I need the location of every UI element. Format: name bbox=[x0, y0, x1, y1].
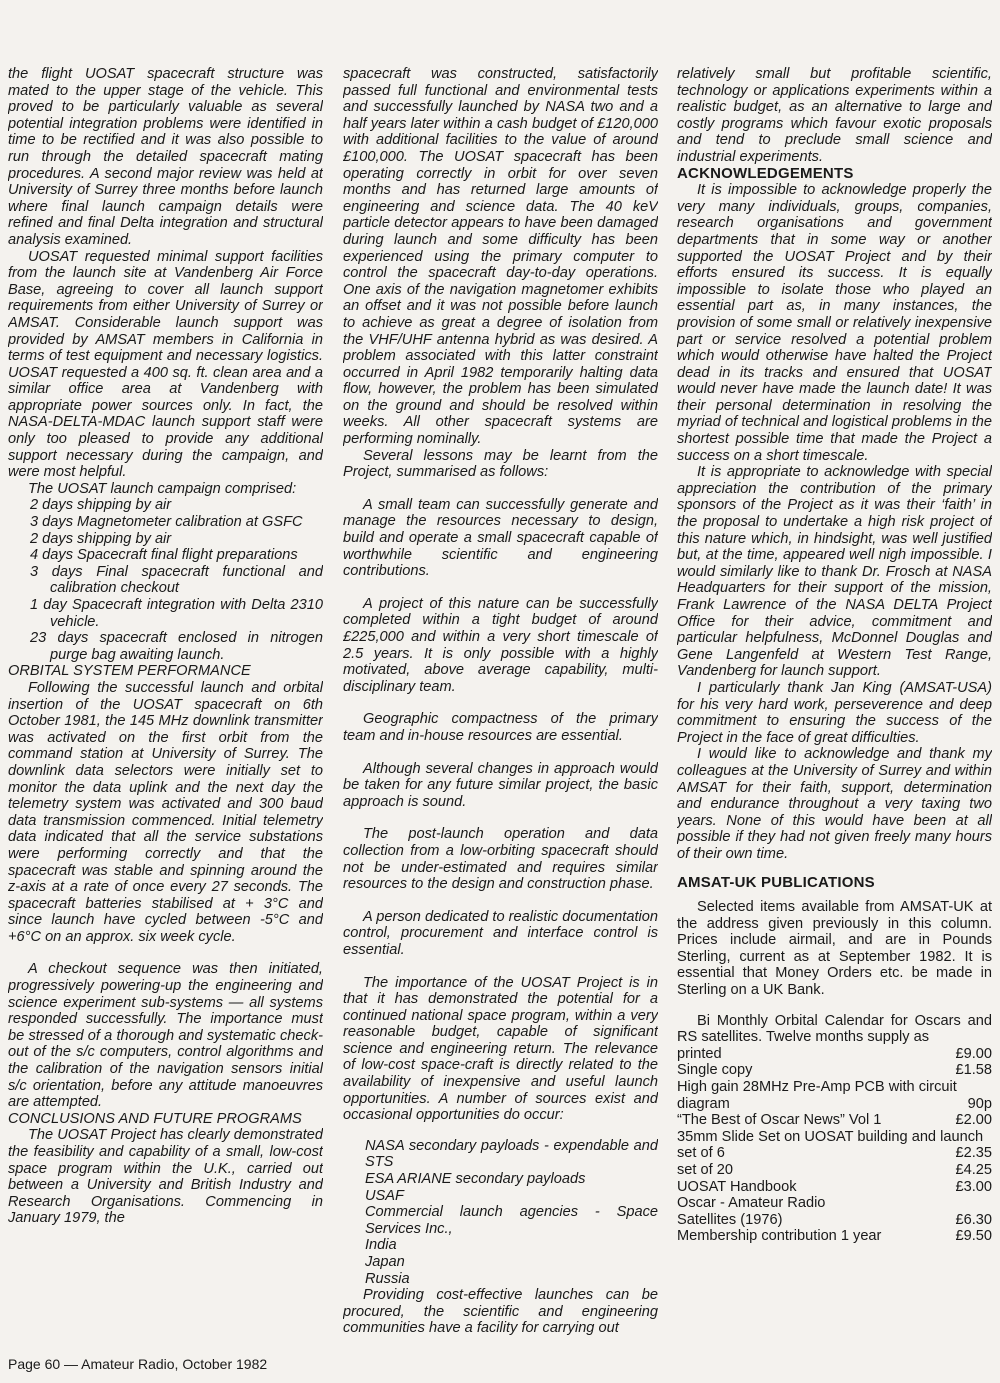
item-price: £6.30 bbox=[955, 1211, 992, 1228]
page-footer: Page 60 — Amateur Radio, October 1982 bbox=[8, 1356, 268, 1372]
paragraph: It is appropriate to acknowledge with special appreciation the contribution of the primary sponsors of the Project as it was their ‘faith’ in the proposal to undertake a high risk project of this nature which, in hindsight, was well justified but, at the time, appeared well nigh impossible. I would similarly like to thank Dr. Frosch at NASA Headquarters for their support of the mission, Frank Lawrence of the NASA DELTA Project Office for their advice, commitment and particular helpfulness, McDonnel Douglas and Gene Langenfeld at Western Test Range, Vandenberg for launch support. bbox=[677, 464, 992, 680]
lesson-item: The post-launch operation and data collection from a low-orbiting spacecraft should not be under-estimated and requires similar resources to the design and construction phase. bbox=[343, 826, 658, 893]
item-name: Membership contribution 1 year bbox=[677, 1228, 882, 1245]
paragraph: the flight UOSAT spacecraft structure was mated to the upper stage of the vehicle. This proved to be particularly valuable as several potential integration problems were identified in time to be rectified and it was also possible to run through the detailed spacecraft mating procedures. A second major review was held at University of Surrey three months before launch where final launch campaign details were refined and final Delta integration and structural analysis examined. bbox=[8, 66, 323, 248]
list-item: NASA secondary payloads - expendable and STS bbox=[365, 1137, 658, 1171]
item-price: 90p bbox=[967, 1095, 992, 1112]
table-row bbox=[677, 1129, 992, 1146]
item-name: set of 20 bbox=[677, 1162, 733, 1178]
item-name: printed bbox=[677, 1045, 722, 1062]
section-heading-orbital: ORBITAL SYSTEM PERFORMANCE bbox=[8, 663, 251, 680]
lesson-item: A person dedicated to realistic documentation control, procurement and interface control is essential. bbox=[343, 908, 658, 958]
section-heading-acknowledgements: ACKNOWLEDGEMENTS bbox=[677, 164, 854, 182]
lesson-item: Geographic compactness of the primary team and in-house resources are essential. bbox=[343, 711, 658, 744]
lesson-item: A small team can successfully generate and manage the resources necessary to design, build and operate a small spacecraft capable of worthwhile scientific and engineering contributions. bbox=[343, 496, 658, 580]
table-row bbox=[677, 1195, 992, 1212]
launch-opportunities-list bbox=[343, 1138, 658, 1287]
list-item: Russia bbox=[365, 1270, 410, 1287]
price-list bbox=[677, 1046, 992, 1245]
list-item: 4 days Spacecraft final flight preparations bbox=[30, 547, 298, 564]
lesson-item: A project of this nature can be successfully completed within a tight budget of around £225,000 and within a very short timescale of 2.5 years. It is only possible with a highly motivated, above average capability, multi-disciplinary team. bbox=[343, 595, 658, 695]
item-name: Satellites (1976) bbox=[677, 1211, 783, 1228]
list-item: 2 days shipping by air bbox=[30, 530, 172, 547]
item-name: High gain 28MHz Pre-Amp PCB with circuit bbox=[677, 1079, 957, 1096]
paragraph: Several lessons may be learnt from the Project, summarised as follows: bbox=[343, 447, 658, 481]
paragraph: relatively small but profitable scientific, technology or applications experiments within a realistic budget, as an alternative to large and costly programs which favour exotic proposals and tend to preclude small science and industrial experiments. bbox=[677, 66, 992, 165]
campaign-list bbox=[8, 497, 323, 663]
table-row bbox=[677, 1162, 992, 1179]
item-name: set of 6 bbox=[677, 1145, 725, 1162]
lesson-item: Although several changes in approach would be taken for any future similar project, the basic approach is sound. bbox=[343, 760, 658, 810]
table-row bbox=[677, 1096, 992, 1113]
list-item: 2 days shipping by air bbox=[30, 497, 172, 514]
section-heading-conclusions: CONCLUSIONS AND FUTURE PROGRAMS bbox=[8, 1110, 302, 1127]
item-name: Oscar - Amateur Radio bbox=[677, 1195, 826, 1212]
item-name: diagram bbox=[677, 1095, 730, 1112]
paragraph: Providing cost-effective launches can be procured, the scientific and engineering communities have a facility for carrying out bbox=[343, 1287, 658, 1337]
item-name: 35mm Slide Set on UOSAT building and launch bbox=[677, 1128, 984, 1145]
paragraph: It is impossible to acknowledge properly the very many individuals, groups, companies, research organisations and government departments that in some way or another supported the UOSAT Project and by their efforts ensured its success. It is equally impossible to isolate those who played an essential part as, in many instances, the provision of some small or relatively inexpensive part or service resolved a potential problem which would otherwise have halted the Project dead in its tracks and ensured that UOSAT would never have made the launch date! It was their personal determination in resolving the myriad of technical and logistical problems in the shortest possible time that made the Project a success on a short timescale. bbox=[677, 182, 992, 464]
list-item: 3 days Magnetometer calibration at GSFC bbox=[30, 514, 303, 531]
item-price: £2.35 bbox=[955, 1145, 992, 1162]
paragraph: UOSAT requested minimal support facilities from the launch site at Vandenberg Air Force Base, agreeing to cover all launch support requirements from either University of Surrey or AMSAT. Considerable launch support was provided by AMSAT members in California in terms of test equipment and necessary logistics. UOSAT requested a 400 sq. ft. clean area and a similar office area at Vandenberg with appropriate power sources only. In fact, the NASA-DELTA-MDAC launch support staff were only too pleased to provide any additional support necessary during the campaign, and were most helpful. bbox=[8, 248, 323, 481]
table-row bbox=[677, 1079, 992, 1096]
list-item: Commercial launch agencies - Space Services Inc., bbox=[365, 1204, 658, 1237]
paragraph: Selected items available from AMSAT-UK at the address given previously in this column. Prices include airmail, and are in Pounds Sterling, current as at September 1982. It is essential that Money Orders etc. be made in Sterling on a UK Bank. bbox=[677, 899, 992, 999]
table-row bbox=[677, 1228, 992, 1245]
item-price: £1.58 bbox=[955, 1062, 992, 1079]
item-name: UOSAT Handbook bbox=[677, 1178, 797, 1195]
section-heading-publications: AMSAT-UK PUBLICATIONS bbox=[677, 873, 875, 891]
list-item: 3 days Final spacecraft functional and calibration checkout bbox=[30, 563, 323, 597]
list-item: Japan bbox=[365, 1254, 405, 1270]
item-name: Single copy bbox=[677, 1062, 753, 1079]
table-row bbox=[677, 1145, 992, 1162]
paragraph: The importance of the UOSAT Project is in that it has demonstrated the potential for a continued national space program, within a very reasonable budget, capable of significant science and engineering return. The relevance of low-cost space-craft is directly related to the availability of inexpensive and useful launch opportunities. A number of sources exist and occasional opportunities do occur: bbox=[343, 974, 658, 1124]
paragraph: Following the successful launch and orbital insertion of the UOSAT spacecraft on 6th October 1981, the 145 MHz downlink transmitter was activated on the first orbit from the command station at University of Surrey. The downlink data selectors were initially set to monitor the data uplink and the next day the telemetry system was activated and 300 baud data transmission commenced. Initial telemetry data indicated that all the service substations were performing correctly and that the spacecraft was stable and spinning around the z-axis at a rate of once every 27 seconds. The spacecraft batteries stabilised at + 3°C and since launch have cycled between -5°C and +6°C on an approx. six week cycle. bbox=[8, 679, 323, 945]
column-3 bbox=[677, 66, 992, 1346]
list-item: ESA ARIANE secondary payloads bbox=[365, 1171, 586, 1188]
paragraph: I would like to acknowledge and thank my colleagues at the University of Surrey and within AMSAT for their faith, support, determination and endurance throughout a very taxing two years. None of this would have been at all possible if they had not given freely many hours of their own time. bbox=[677, 746, 992, 862]
table-row bbox=[677, 1062, 992, 1079]
column-2 bbox=[343, 66, 658, 1346]
item-price: £3.00 bbox=[955, 1178, 992, 1195]
item-price: £4.25 bbox=[955, 1162, 992, 1178]
item-name: “The Best of Oscar News” Vol 1 bbox=[677, 1112, 882, 1129]
paragraph: The UOSAT Project has clearly demonstrated the feasibility and capability of a small, low-cost space program within the U.K., carried out between a University and British Industry and Research Organisations. Commencing in January 1979, the bbox=[8, 1127, 323, 1227]
paragraph: Bi Monthly Orbital Calendar for Oscars and RS satellites. Twelve months supply as bbox=[677, 1012, 992, 1046]
paragraph: A checkout sequence was then initiated, progressively powering-up the engineering and science experiment sub-systems — all systems responded successfully. The importance must be stressed of a thorough and systematic check-out of the s/c computers, control algorithms and the calibration of the navigation sensors initial s/c orientation, before any attitude manoeuvres are attempted. bbox=[8, 961, 323, 1111]
paragraph: spacecraft was constructed, satisfactorily passed full functional and environmental tests and successfully launched by NASA two and a half years later within a cash budget of £120,000 with additional facilities to the value of around £100,000. The UOSAT spacecraft has been operating correctly in orbit for over seven months and has returned large amounts of engineering and science data. The 40 keV particle detector appears to have been damaged during launch and some difficulty has been experienced using the primary computer to control the spacecraft day-to-day operations. One axis of the navigation magnetomer exhibits an offset and it was not possible before launch to achieve as great a degree of isolation from the VHF/UHF antenna hybrid as was desired. A problem associated with this latter constraint occurred in April 1982 temporarily halting data flow, however, the problem has been simulated on the ground and should be resolved within weeks. All other spacecraft systems are performing nominally. bbox=[343, 66, 658, 448]
list-item: India bbox=[365, 1237, 397, 1254]
table-row bbox=[677, 1046, 992, 1063]
column-1 bbox=[8, 66, 323, 1346]
table-row bbox=[677, 1112, 992, 1129]
table-row bbox=[677, 1212, 992, 1229]
item-price: £2.00 bbox=[955, 1112, 992, 1129]
list-item: USAF bbox=[365, 1187, 404, 1204]
paragraph: I particularly thank Jan King (AMSAT-USA) for his very hard work, perseverence and deep commitment to ensuring the success of the Project in the face of great difficulties. bbox=[677, 679, 992, 746]
item-price: £9.00 bbox=[955, 1045, 992, 1062]
campaign-intro: The UOSAT launch campaign comprised: bbox=[28, 480, 297, 497]
list-item: 23 days spacecraft enclosed in nitrogen purge bag awaiting launch. bbox=[30, 630, 323, 663]
table-row bbox=[677, 1179, 992, 1196]
item-price: £9.50 bbox=[955, 1228, 992, 1245]
list-item: 1 day Spacecraft integration with Delta 2310 vehicle. bbox=[30, 597, 323, 630]
